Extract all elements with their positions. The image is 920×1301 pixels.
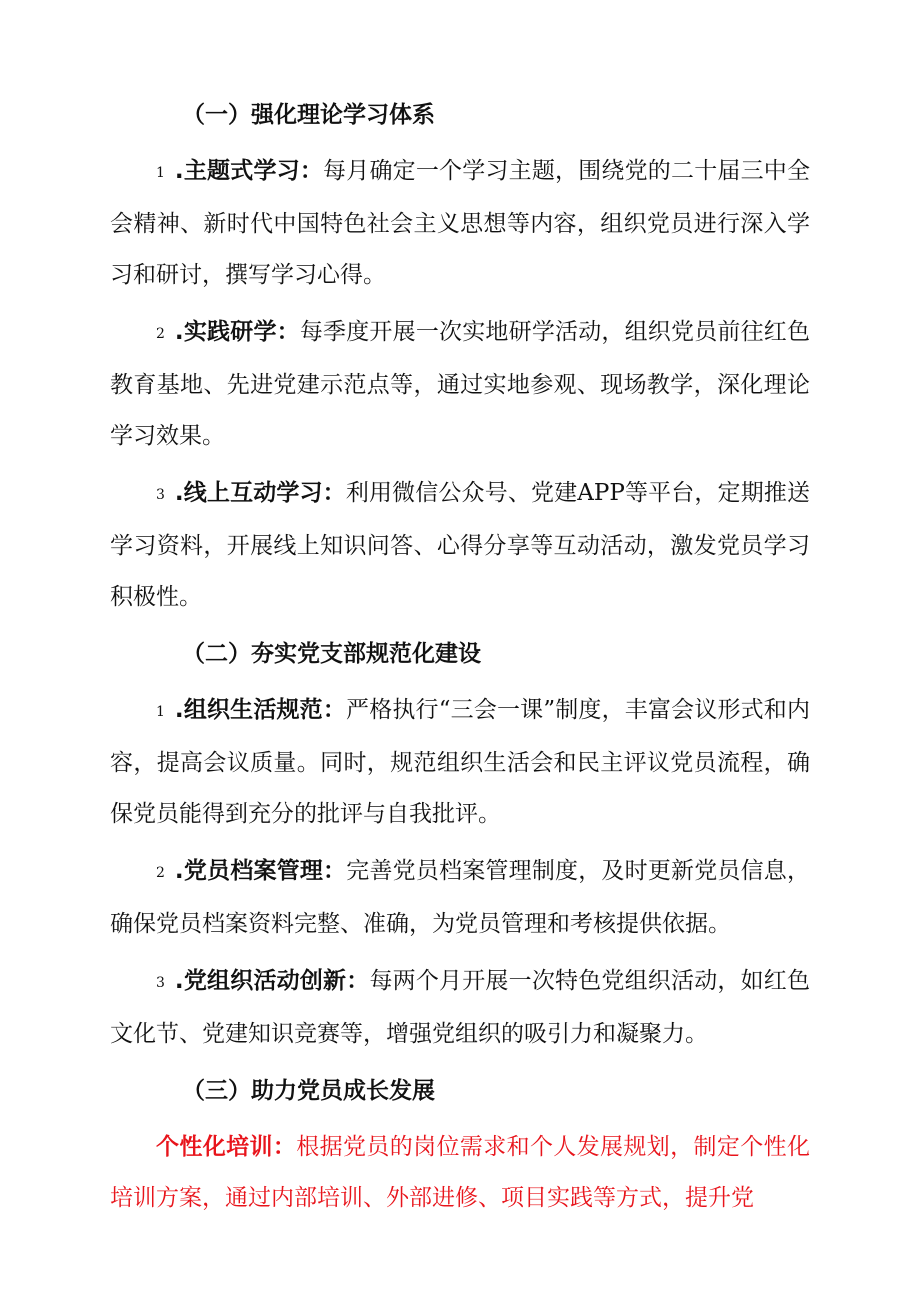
section-heading-3: （三）助力党员成长发展	[182, 1078, 435, 1104]
list-item	[110, 468, 810, 623]
item-number: 2	[156, 865, 165, 881]
item-number: 2	[156, 326, 165, 342]
item-text: 根据党员的岗位需求和个人发展规划，制定个性化培训方案，通过内部培训、外部进修、项目实践等方式，提升党	[110, 1134, 811, 1211]
highlighted-paragraph	[110, 1122, 810, 1224]
item-term: .实践研学：	[174, 319, 300, 345]
document-page	[110, 90, 810, 1230]
list-item	[110, 846, 810, 950]
item-number: 1	[156, 165, 165, 181]
list-item	[110, 146, 810, 301]
item-term: .党员档案管理：	[174, 858, 347, 884]
list-item	[110, 685, 810, 840]
item-text: 完善党员档案管理制度，及时更新党员信息，确保党员档案资料完整、准确，为党员管理和考核提供依据。	[110, 858, 810, 937]
item-number: 3	[156, 487, 165, 503]
section-heading-2: （二）夯实党支部规范化建设	[182, 641, 481, 667]
item-text: 利用微信公众号、党建APP等平台，定期推送学习资料，开展线上知识问答、心得分享等互动活动，激发党员学习积极性。	[110, 480, 810, 610]
list-item	[110, 307, 810, 462]
item-text: 每季度开展一次实地研学活动，组织党员前往红色教育基地、先进党建示范点等，通过实地参观、现场教学，深化理论学习效果。	[110, 319, 810, 449]
item-term: .党组织活动创新：	[174, 968, 370, 994]
list-item	[110, 956, 810, 1060]
item-term: .线上互动学习：	[174, 480, 346, 506]
item-number: 3	[156, 975, 165, 991]
item-term: 个性化培训：	[156, 1134, 297, 1160]
item-number: 1	[156, 704, 165, 720]
item-term: .组织生活规范：	[174, 697, 347, 723]
item-text: 每两个月开展一次特色党组织活动，如红色文化节、党建知识竞赛等，增强党组织的吸引力和凝聚力。	[110, 968, 810, 1047]
section-heading-1: （一）强化理论学习体系	[182, 102, 435, 128]
item-text: 严格执行“三会一课”制度，丰富会议形式和内容，提高会议质量。同时，规范组织生活会和民主评议党员流程，确保党员能得到充分的批评与自我批评。	[110, 697, 810, 827]
item-term: .主题式学习：	[174, 158, 324, 184]
item-text: 每月确定一个学习主题，围绕党的二十届三中全会精神、新时代中国特色社会主义思想等内容，组织党员进行深入学习和研讨，撰写学习心得。	[110, 158, 810, 288]
